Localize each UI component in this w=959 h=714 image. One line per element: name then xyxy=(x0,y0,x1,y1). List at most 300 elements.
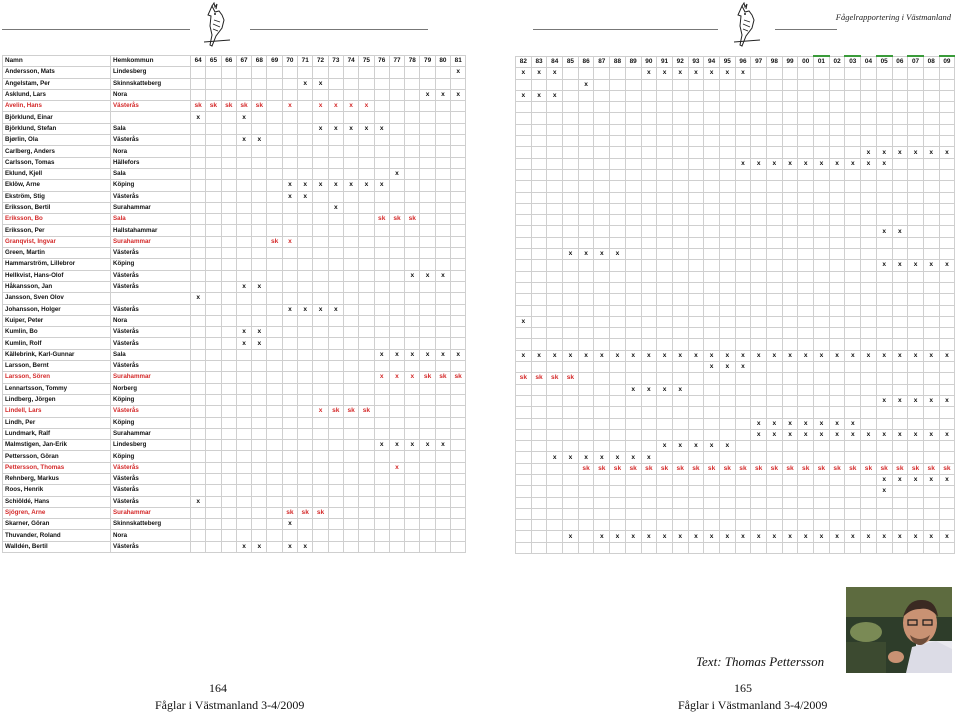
year-cell xyxy=(625,124,641,135)
year-cell xyxy=(236,236,251,247)
year-cell xyxy=(657,474,673,485)
year-cell xyxy=(751,441,767,452)
year-cell xyxy=(389,451,404,462)
year-cell xyxy=(191,462,206,473)
table-row xyxy=(516,79,955,90)
year-mark: x xyxy=(343,101,358,112)
year-cell xyxy=(516,497,532,508)
year-cell xyxy=(908,113,924,124)
year-mark: x xyxy=(641,384,657,395)
year-cell xyxy=(892,542,908,553)
year-cell xyxy=(343,214,358,225)
home-municipality: Köping xyxy=(111,394,191,405)
year-cell xyxy=(672,124,688,135)
year-cell xyxy=(435,361,450,372)
year-mark: x xyxy=(298,180,313,191)
year-cell xyxy=(359,112,374,123)
year-cell xyxy=(735,452,751,463)
year-cell xyxy=(451,225,466,236)
year-cell xyxy=(861,226,877,237)
year-mark: x xyxy=(252,338,267,349)
year-cell xyxy=(359,191,374,202)
year-cell xyxy=(719,158,735,169)
year-mark: x xyxy=(798,531,814,542)
year-cell xyxy=(782,102,798,113)
year-cell xyxy=(547,249,563,260)
year-cell xyxy=(923,486,939,497)
table-row xyxy=(3,485,466,496)
year-cell xyxy=(451,496,466,507)
year-cell xyxy=(704,486,720,497)
year-cell xyxy=(359,507,374,518)
observer-name: Håkansson, Jan xyxy=(3,281,111,292)
year-cell xyxy=(420,406,435,417)
observer-name: Johansson, Holger xyxy=(3,304,111,315)
year-mark: x xyxy=(328,123,343,134)
year-cell xyxy=(782,339,798,350)
year-cell xyxy=(814,90,830,101)
year-cell xyxy=(892,339,908,350)
year-cell xyxy=(782,474,798,485)
year-cell xyxy=(343,496,358,507)
year-cell xyxy=(221,530,236,541)
year-cell xyxy=(405,180,420,191)
year-cell xyxy=(767,136,783,147)
year-cell xyxy=(405,168,420,179)
year-cell xyxy=(829,497,845,508)
year-cell xyxy=(814,169,830,180)
year-cell xyxy=(861,282,877,293)
year-cell xyxy=(610,474,626,485)
year-mark: x xyxy=(563,249,579,260)
year-cell xyxy=(236,78,251,89)
year-mark: x xyxy=(719,68,735,79)
year-cell xyxy=(252,361,267,372)
observer-table-left xyxy=(2,55,466,553)
table-row xyxy=(516,486,955,497)
year-cell xyxy=(829,169,845,180)
table-row xyxy=(516,441,955,452)
year-cell xyxy=(814,192,830,203)
year-cell xyxy=(435,180,450,191)
year-cell xyxy=(191,485,206,496)
year-cell xyxy=(359,428,374,439)
year-cell xyxy=(704,90,720,101)
table-row xyxy=(516,271,955,282)
year-cell xyxy=(547,531,563,542)
year-cell xyxy=(435,394,450,405)
year-cell xyxy=(374,202,389,213)
table-row xyxy=(516,418,955,429)
year-header: 09 xyxy=(939,56,955,68)
year-cell xyxy=(908,542,924,553)
year-cell xyxy=(328,485,343,496)
year-cell xyxy=(206,225,221,236)
table-row xyxy=(516,520,955,531)
year-cell xyxy=(405,507,420,518)
year-cell xyxy=(405,135,420,146)
year-cell xyxy=(374,451,389,462)
home-municipality: Hällefors xyxy=(111,157,191,168)
year-cell xyxy=(845,339,861,350)
year-cell xyxy=(735,147,751,158)
year-cell xyxy=(610,316,626,327)
year-cell xyxy=(191,135,206,146)
year-cell xyxy=(861,452,877,463)
year-cell xyxy=(282,67,297,78)
year-cell xyxy=(751,282,767,293)
year-cell xyxy=(876,90,892,101)
year-cell xyxy=(531,136,547,147)
year-cell xyxy=(420,180,435,191)
year-cell xyxy=(313,451,328,462)
year-mark: x xyxy=(610,531,626,542)
year-cell xyxy=(704,497,720,508)
year-cell xyxy=(814,294,830,305)
year-header: 76 xyxy=(374,56,389,67)
year-cell xyxy=(389,327,404,338)
year-cell xyxy=(343,191,358,202)
year-cell xyxy=(547,407,563,418)
table-row xyxy=(516,463,955,474)
author-credit: Text: Thomas Pettersson xyxy=(696,654,825,669)
year-cell xyxy=(908,226,924,237)
year-cell xyxy=(625,260,641,271)
year-cell xyxy=(578,215,594,226)
year-cell xyxy=(798,497,814,508)
year-cell xyxy=(206,428,221,439)
year-cell xyxy=(641,271,657,282)
year-cell xyxy=(531,463,547,474)
year-mark: sk xyxy=(282,507,297,518)
year-cell xyxy=(672,474,688,485)
table-row xyxy=(3,168,466,179)
year-cell xyxy=(672,169,688,180)
year-cell xyxy=(343,428,358,439)
year-cell xyxy=(751,305,767,316)
observer-name: Carlsson, Tomas xyxy=(3,157,111,168)
year-cell xyxy=(420,202,435,213)
year-cell xyxy=(657,136,673,147)
year-cell xyxy=(191,214,206,225)
year-cell xyxy=(282,530,297,541)
year-cell xyxy=(328,462,343,473)
year-cell xyxy=(435,496,450,507)
year-cell xyxy=(221,135,236,146)
year-header: 96 xyxy=(735,56,751,68)
year-cell xyxy=(845,474,861,485)
year-cell xyxy=(641,136,657,147)
year-cell xyxy=(516,203,532,214)
year-cell xyxy=(751,294,767,305)
home-municipality: Sala xyxy=(111,214,191,225)
year-cell xyxy=(328,541,343,552)
year-cell xyxy=(688,520,704,531)
year-cell xyxy=(374,496,389,507)
year-cell xyxy=(892,328,908,339)
year-cell xyxy=(206,349,221,360)
year-cell xyxy=(688,542,704,553)
year-cell xyxy=(578,192,594,203)
table-row xyxy=(3,327,466,338)
year-cell xyxy=(767,226,783,237)
year-cell xyxy=(516,305,532,316)
year-cell xyxy=(892,158,908,169)
year-cell xyxy=(782,147,798,158)
year-cell xyxy=(923,328,939,339)
year-cell xyxy=(221,78,236,89)
year-cell xyxy=(298,519,313,530)
year-cell xyxy=(704,271,720,282)
year-mark: x xyxy=(405,372,420,383)
year-cell xyxy=(267,89,282,100)
year-header: 70 xyxy=(282,56,297,67)
year-cell xyxy=(578,362,594,373)
year-cell xyxy=(688,395,704,406)
year-cell xyxy=(610,441,626,452)
year-cell xyxy=(191,530,206,541)
year-cell xyxy=(191,372,206,383)
year-cell xyxy=(719,169,735,180)
year-cell xyxy=(221,485,236,496)
table-row xyxy=(3,530,466,541)
year-cell xyxy=(704,316,720,327)
year-cell xyxy=(782,136,798,147)
year-mark: x xyxy=(641,350,657,361)
table-row xyxy=(516,452,955,463)
observer-name: Rehnberg, Markus xyxy=(3,473,111,484)
year-mark: x xyxy=(191,112,206,123)
year-mark: sk xyxy=(861,463,877,474)
year-cell xyxy=(298,214,313,225)
year-cell xyxy=(861,68,877,79)
year-cell xyxy=(389,473,404,484)
year-cell xyxy=(328,157,343,168)
year-cell xyxy=(829,79,845,90)
year-cell xyxy=(751,316,767,327)
year-cell xyxy=(389,259,404,270)
year-cell xyxy=(672,90,688,101)
year-cell xyxy=(798,542,814,553)
year-cell xyxy=(594,305,610,316)
year-cell xyxy=(389,146,404,157)
year-cell xyxy=(420,327,435,338)
year-mark: x xyxy=(719,362,735,373)
year-mark: x xyxy=(516,350,532,361)
year-cell xyxy=(625,328,641,339)
year-cell xyxy=(610,169,626,180)
year-cell xyxy=(313,157,328,168)
year-cell xyxy=(451,304,466,315)
year-header: 00 xyxy=(798,56,814,68)
year-cell xyxy=(939,158,955,169)
page-number-right: 165 xyxy=(734,681,752,695)
year-cell xyxy=(767,102,783,113)
year-cell xyxy=(298,248,313,259)
year-header: 03 xyxy=(845,56,861,68)
year-mark: x xyxy=(563,452,579,463)
year-cell xyxy=(704,249,720,260)
year-cell xyxy=(252,270,267,281)
year-mark: x xyxy=(908,395,924,406)
year-cell xyxy=(252,496,267,507)
year-cell xyxy=(451,78,466,89)
year-cell xyxy=(313,462,328,473)
year-cell xyxy=(252,473,267,484)
year-cell xyxy=(298,417,313,428)
year-cell xyxy=(657,102,673,113)
table-row xyxy=(516,282,955,293)
year-cell xyxy=(688,136,704,147)
year-mark: x xyxy=(236,281,251,292)
year-cell xyxy=(735,271,751,282)
year-cell xyxy=(939,192,955,203)
year-cell xyxy=(563,226,579,237)
table-row xyxy=(516,203,955,214)
header-rule xyxy=(2,29,190,30)
year-cell xyxy=(767,282,783,293)
year-cell xyxy=(939,384,955,395)
year-cell xyxy=(267,485,282,496)
year-mark: sk xyxy=(343,406,358,417)
year-cell xyxy=(923,294,939,305)
year-cell xyxy=(206,315,221,326)
year-cell xyxy=(845,260,861,271)
year-cell xyxy=(191,338,206,349)
year-cell xyxy=(578,260,594,271)
year-cell xyxy=(908,486,924,497)
year-mark: x xyxy=(829,418,845,429)
year-cell xyxy=(282,157,297,168)
year-cell xyxy=(704,407,720,418)
year-cell xyxy=(328,440,343,451)
year-cell xyxy=(191,541,206,552)
year-cell xyxy=(221,372,236,383)
year-cell xyxy=(252,462,267,473)
year-cell xyxy=(578,316,594,327)
year-mark: sk xyxy=(420,372,435,383)
year-cell xyxy=(923,339,939,350)
year-cell xyxy=(221,304,236,315)
year-cell xyxy=(704,373,720,384)
year-cell xyxy=(782,90,798,101)
year-cell xyxy=(876,441,892,452)
year-mark: x xyxy=(451,89,466,100)
year-cell xyxy=(531,124,547,135)
year-cell xyxy=(719,124,735,135)
table-row xyxy=(3,451,466,462)
year-cell xyxy=(451,338,466,349)
year-cell xyxy=(625,90,641,101)
year-mark: sk xyxy=(845,463,861,474)
year-mark: sk xyxy=(892,463,908,474)
year-cell xyxy=(672,339,688,350)
year-mark: x xyxy=(435,440,450,451)
year-cell xyxy=(908,520,924,531)
year-cell xyxy=(221,338,236,349)
year-cell xyxy=(531,339,547,350)
year-cell xyxy=(892,305,908,316)
year-cell xyxy=(435,281,450,292)
year-mark: sk xyxy=(451,372,466,383)
year-cell xyxy=(829,136,845,147)
year-cell xyxy=(829,249,845,260)
year-cell xyxy=(876,124,892,135)
home-municipality: Västerås xyxy=(111,406,191,417)
year-cell xyxy=(389,496,404,507)
year-cell xyxy=(610,384,626,395)
year-cell xyxy=(939,249,955,260)
year-cell xyxy=(221,259,236,270)
year-mark: x xyxy=(298,78,313,89)
year-cell xyxy=(845,395,861,406)
year-mark: x xyxy=(939,260,955,271)
year-mark: sk xyxy=(625,463,641,474)
year-cell xyxy=(923,497,939,508)
year-cell xyxy=(236,168,251,179)
year-cell xyxy=(735,203,751,214)
year-cell xyxy=(359,168,374,179)
year-header: 82 xyxy=(516,56,532,68)
year-header: 78 xyxy=(405,56,420,67)
year-mark: sk xyxy=(578,463,594,474)
year-cell xyxy=(672,508,688,519)
year-cell xyxy=(405,485,420,496)
year-cell xyxy=(704,339,720,350)
year-cell xyxy=(267,101,282,112)
table-row xyxy=(3,361,466,372)
year-cell xyxy=(313,225,328,236)
year-cell xyxy=(328,327,343,338)
year-mark: x xyxy=(578,249,594,260)
year-cell xyxy=(563,328,579,339)
year-mark: sk xyxy=(252,101,267,112)
year-mark: x xyxy=(252,541,267,552)
year-cell xyxy=(451,462,466,473)
table-row xyxy=(3,519,466,530)
year-cell xyxy=(405,406,420,417)
year-cell xyxy=(908,102,924,113)
year-cell xyxy=(625,362,641,373)
year-cell xyxy=(578,407,594,418)
year-cell xyxy=(420,78,435,89)
year-cell xyxy=(531,215,547,226)
year-cell xyxy=(313,248,328,259)
year-cell xyxy=(547,181,563,192)
year-mark: x xyxy=(451,349,466,360)
year-cell xyxy=(939,124,955,135)
year-cell xyxy=(451,191,466,202)
year-cell xyxy=(767,474,783,485)
year-cell xyxy=(845,237,861,248)
year-mark: x xyxy=(516,90,532,101)
home-municipality: Norberg xyxy=(111,383,191,394)
year-cell xyxy=(206,372,221,383)
year-cell xyxy=(221,428,236,439)
year-cell xyxy=(719,181,735,192)
year-cell xyxy=(236,473,251,484)
year-cell xyxy=(798,215,814,226)
year-cell xyxy=(267,428,282,439)
year-cell xyxy=(267,440,282,451)
year-cell xyxy=(672,237,688,248)
year-cell xyxy=(516,395,532,406)
year-cell xyxy=(861,294,877,305)
year-cell xyxy=(374,157,389,168)
year-cell xyxy=(313,270,328,281)
year-cell xyxy=(657,260,673,271)
year-cell xyxy=(704,508,720,519)
